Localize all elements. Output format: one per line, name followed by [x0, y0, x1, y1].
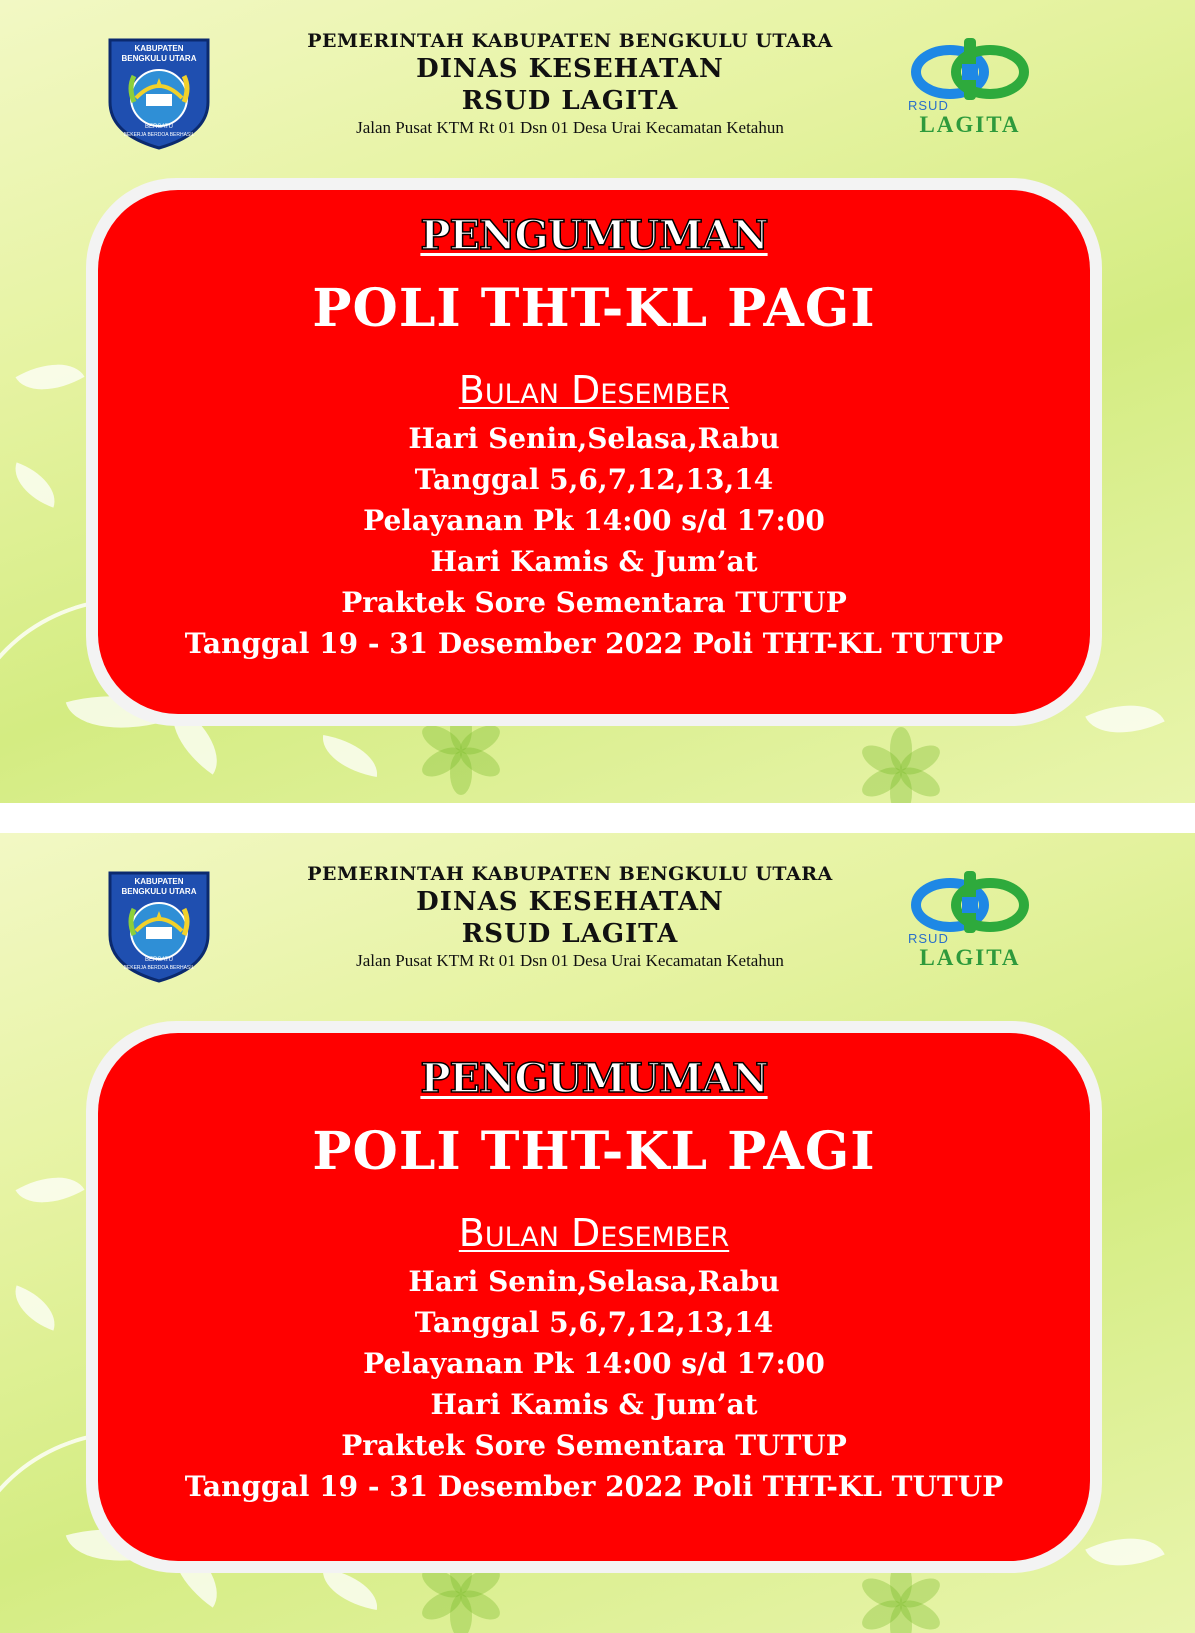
logo-small-text: RSUD — [908, 931, 949, 946]
emblem-motto-2: BEKERJA BERDOA BERHASIL — [123, 132, 195, 138]
header-department: DINAS KESEHATAN — [416, 54, 724, 84]
announcement-heading — [98, 212, 1090, 259]
letterhead — [0, 0, 1195, 160]
announcement-panel-top — [0, 0, 1195, 803]
notice-line-hours: Pelayanan Pk 14:00 s/d 17:00 — [363, 1347, 825, 1380]
notice-line-days: Hari Senin,Selasa,Rabu — [408, 1265, 780, 1298]
announcement-heading-text: PENGUMUMAN — [420, 1055, 768, 1102]
notice-title: POLI THT-KL PAGI — [312, 1121, 876, 1182]
emblem-motto-2: BEKERJA BERDOA BERHASIL — [123, 965, 195, 971]
logo-small-text: RSUD — [908, 98, 949, 113]
notice-line-dates: Tanggal 5,6,7,12,13,14 — [414, 463, 774, 496]
logo-name: LAGITA — [919, 112, 1021, 137]
emblem-motto: BERSATU — [145, 957, 173, 963]
logo-name: LAGITA — [919, 945, 1021, 970]
hospital-logo-icon — [906, 34, 1034, 104]
notice-frame — [86, 178, 1102, 726]
notice-line-closure-dates: Tanggal 19 - 31 Desember 2022 Poli THT-KL TUTUP — [184, 1470, 1004, 1503]
header-address: Jalan Pusat KTM Rt 01 Dsn 01 Desa Urai Kecamatan Ketahun — [356, 951, 784, 970]
notice-frame — [86, 1021, 1102, 1573]
notice-month: Bulan Desember — [458, 1211, 730, 1255]
notice-card — [98, 1033, 1090, 1561]
letterhead — [0, 833, 1195, 993]
header-government: PEMERINTAH KABUPATEN BENGKULU UTARA — [307, 863, 833, 885]
emblem-top-text: KABUPATEN — [134, 877, 184, 886]
emblem-top-text: KABUPATEN — [134, 44, 184, 53]
announcement-heading — [98, 1055, 1090, 1102]
notice-title: POLI THT-KL PAGI — [312, 278, 876, 339]
announcement-heading-text: PENGUMUMAN — [420, 212, 768, 259]
regency-emblem-icon — [106, 36, 212, 150]
header-hospital: RSUD LAGITA — [461, 86, 679, 116]
notice-line-closure-dates: Tanggal 19 - 31 Desember 2022 Poli THT-KL TUTUP — [184, 627, 1004, 660]
notice-line-days: Hari Senin,Selasa,Rabu — [408, 422, 780, 455]
emblem-top-text-2: BENGKULU UTARA — [121, 54, 197, 63]
hospital-logo — [906, 867, 1034, 971]
regency-emblem-icon — [106, 869, 212, 983]
header-department: DINAS KESEHATAN — [416, 887, 724, 917]
notice-line-closed: Praktek Sore Sementara TUTUP — [341, 1429, 847, 1462]
header-government: PEMERINTAH KABUPATEN BENGKULU UTARA — [307, 30, 833, 52]
header-address: Jalan Pusat KTM Rt 01 Dsn 01 Desa Urai Kecamatan Ketahun — [356, 118, 784, 137]
notice-line-closed: Praktek Sore Sementara TUTUP — [341, 586, 847, 619]
notice-line-thursday-friday: Hari Kamis & Jum’at — [430, 1388, 758, 1421]
hospital-logo — [906, 34, 1034, 138]
hospital-logo-icon — [906, 867, 1034, 937]
announcement-panel-bottom — [0, 833, 1195, 1633]
header-hospital: RSUD LAGITA — [461, 919, 679, 949]
notice-line-hours: Pelayanan Pk 14:00 s/d 17:00 — [363, 504, 825, 537]
notice-card — [98, 190, 1090, 714]
emblem-motto: BERSATU — [145, 124, 173, 130]
notice-month: Bulan Desember — [458, 368, 730, 412]
notice-line-thursday-friday: Hari Kamis & Jum’at — [430, 545, 758, 578]
emblem-top-text-2: BENGKULU UTARA — [121, 887, 197, 896]
notice-line-dates: Tanggal 5,6,7,12,13,14 — [414, 1306, 774, 1339]
